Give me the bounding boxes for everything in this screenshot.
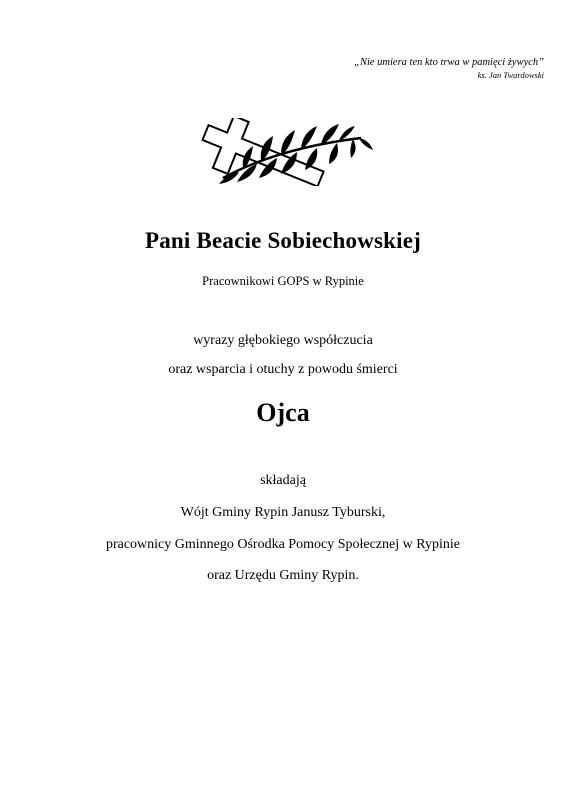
epigraph-author: ks. Jan Twardowski <box>477 70 544 80</box>
condolence-line-2: oraz wsparcia i otuchy z powodu śmierci <box>168 362 398 377</box>
sender-line-2: pracownicy Gminnego Ośrodka Pomocy Społecznej w Rypinie <box>105 537 461 552</box>
epigraph <box>354 56 544 82</box>
senders-verb: składają <box>260 473 306 488</box>
cross-with-palm-branch-icon <box>183 118 383 186</box>
deceased-title: Ojca <box>256 398 310 427</box>
sender-line-1: Wójt Gminy Rypin Janusz Tyburski, <box>180 505 386 520</box>
epigraph-quote: „Nie umiera ten kto trwa w pamięci żywych” <box>354 57 544 68</box>
sender-line-3: oraz Urzędu Gminy Rypin. <box>207 568 359 583</box>
recipient-role: Pracownikowi GOPS w Rypinie <box>202 274 364 288</box>
condolence-line-1: wyrazy głębokiego współczucia <box>193 333 373 348</box>
recipient-name: Pani Beacie Sobiechowskiej <box>144 228 422 253</box>
